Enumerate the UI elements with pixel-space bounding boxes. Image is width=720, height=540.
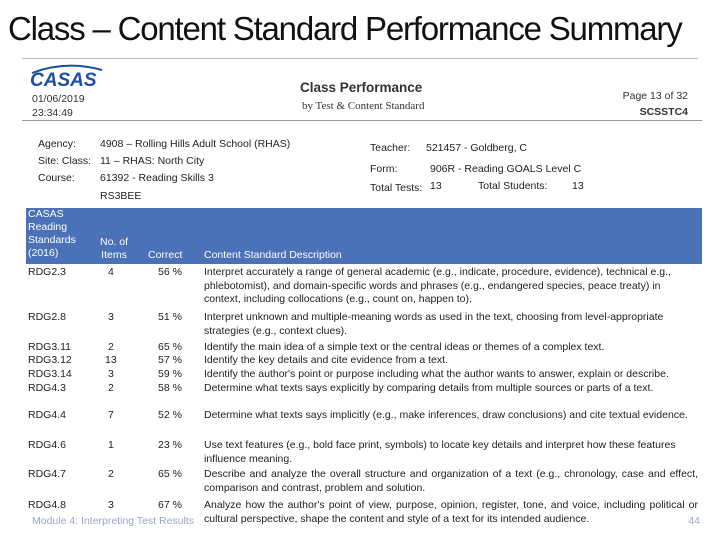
header-divider bbox=[22, 120, 702, 121]
cell-standard: RDG4.3 bbox=[28, 382, 66, 394]
total-students-value: 13 bbox=[572, 180, 584, 192]
report-code: SCSSTC4 bbox=[639, 106, 688, 118]
cell-correct: 56 % bbox=[158, 266, 182, 278]
cell-description: Interpret unknown and multiple-meaning words as used in the text, choosing from level-appropriate strategies (e.g., context clues). bbox=[204, 311, 664, 337]
cell-items: 2 bbox=[108, 468, 114, 480]
cell-items: 13 bbox=[105, 354, 117, 366]
header-items: No. of Items bbox=[99, 236, 128, 261]
cell-description: Interpret accurately a range of general academic (e.g., indicate, procedure, evidence), technical e.g., phlebotomist), and domain-specific words and phrases (e.g., endangered species, peace treaty) in context, including collocations (e.g., count on, happen to). bbox=[204, 266, 671, 305]
footer-module-note: Module 4: Interpreting Test Results bbox=[32, 515, 195, 527]
course-label: Course: bbox=[38, 172, 75, 184]
cell-standard: RDG3.11 bbox=[28, 341, 71, 353]
teacher-value: 521457 - Goldberg, C bbox=[426, 142, 527, 154]
form-label: Form: bbox=[370, 163, 398, 175]
teacher-label: Teacher: bbox=[370, 142, 411, 154]
site-class-label: Site: Class: bbox=[38, 155, 92, 167]
cell-items: 3 bbox=[108, 311, 114, 323]
total-tests-label: Total Tests: bbox=[370, 182, 423, 194]
report-date: 01/06/2019 bbox=[32, 93, 85, 105]
cell-correct: 57 % bbox=[158, 354, 182, 366]
header-description: Content Standard Description bbox=[204, 249, 342, 261]
cell-correct: 67 % bbox=[158, 499, 182, 511]
total-students-label: Total Students: bbox=[478, 180, 548, 192]
agency-label: Agency: bbox=[38, 138, 76, 150]
table-header bbox=[26, 208, 702, 264]
cell-correct: 58 % bbox=[158, 382, 182, 394]
cell-description: Determine what texts says explicitly by comparing details from multiple sources or parts of a text. bbox=[204, 382, 654, 394]
cell-description: Identify the main idea of a simple text or the central ideas or themes of a complex text. bbox=[204, 341, 605, 353]
course-code: RS3BEE bbox=[100, 190, 142, 202]
report-page-number: Page 13 of 32 bbox=[622, 90, 688, 102]
cell-description: Determine what texts says implicitly (e.g., make inferences, draw conclusions) and cite textual evidence. bbox=[204, 409, 688, 421]
cell-description: Identify the key details and cite evidence from a text. bbox=[204, 354, 448, 366]
cell-standard: RDG4.7 bbox=[28, 468, 66, 480]
cell-standard: RDG2.3 bbox=[28, 266, 66, 278]
total-tests-value: 13 bbox=[430, 180, 442, 192]
cell-items: 3 bbox=[108, 499, 114, 511]
site-value: 11 – RHAS: North City bbox=[100, 155, 205, 167]
cell-correct: 59 % bbox=[158, 368, 182, 380]
cell-standard: RDG3.14 bbox=[28, 368, 72, 380]
cell-description: Use text features (e.g., bold face print, symbols) to locate key details and interpret how these features influence meaning. bbox=[204, 439, 676, 465]
cell-correct: 51 % bbox=[158, 311, 182, 323]
cell-standard: RDG4.8 bbox=[28, 499, 66, 511]
cell-correct: 52 % bbox=[158, 409, 182, 421]
course-value: 61392 - Reading Skills 3 bbox=[100, 172, 214, 184]
header-correct: Correct bbox=[148, 249, 183, 261]
cell-correct: 23 % bbox=[158, 439, 182, 451]
logo-text: CASAS bbox=[30, 70, 97, 88]
cell-standard: RDG2.8 bbox=[28, 311, 66, 323]
cell-description: Identify the author's point or purpose including what the author wants to answer, explain or describe. bbox=[204, 368, 669, 380]
header-standards: CASAS Reading Standards (2016) bbox=[28, 208, 76, 259]
casas-logo bbox=[26, 64, 106, 88]
cell-items: 2 bbox=[108, 382, 114, 394]
cell-items: 7 bbox=[108, 409, 114, 421]
report-page bbox=[22, 62, 702, 524]
cell-standard: RDG4.6 bbox=[28, 439, 66, 451]
report-subtitle: by Test & Content Standard bbox=[302, 100, 425, 112]
cell-standard: RDG3.12 bbox=[28, 354, 72, 366]
cell-correct: 65 % bbox=[158, 468, 182, 480]
cell-standard: RDG4.4 bbox=[28, 409, 66, 421]
agency-value: 4908 – Rolling Hills Adult School (RHAS) bbox=[100, 138, 291, 150]
cell-items: 1 bbox=[108, 439, 114, 451]
cell-description: Analyze how the author's point of view, purpose, opinion, register, tone, and voice, including political or cultural perspective, shape the content and style of a text for its intended audience. bbox=[204, 499, 698, 525]
report-title: Class Performance bbox=[300, 80, 423, 95]
form-value: 906R - Reading GOALS Level C bbox=[430, 163, 582, 175]
cell-description: Describe and analyze the overall structure and organization of a text (e.g., chronology, case and effect, comparison and contrast, problem and solution. bbox=[204, 468, 698, 494]
cell-items: 4 bbox=[108, 266, 114, 278]
cell-items: 2 bbox=[108, 341, 114, 353]
title-divider bbox=[22, 58, 698, 59]
cell-correct: 65 % bbox=[158, 341, 182, 353]
footer-page-number: 44 bbox=[688, 515, 700, 527]
slide-title: Class – Content Standard Performance Summary bbox=[8, 10, 682, 47]
report-time: 23:34:49 bbox=[32, 107, 73, 119]
cell-items: 3 bbox=[108, 368, 114, 380]
report-datetime bbox=[32, 92, 85, 120]
